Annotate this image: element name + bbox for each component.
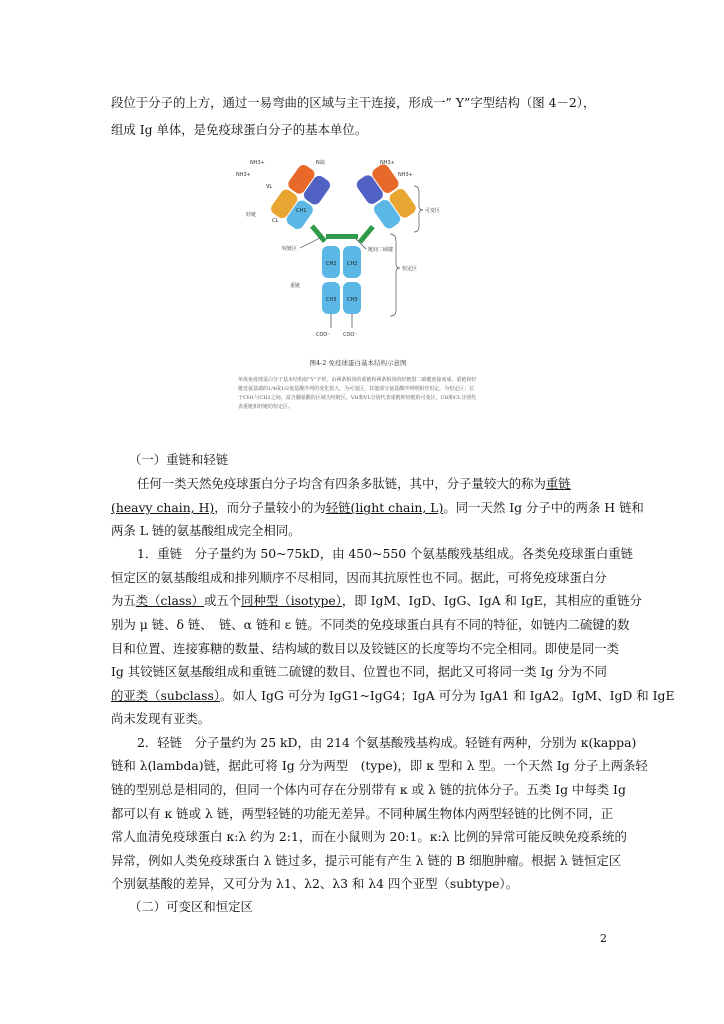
vh-label: VH [284,172,292,178]
figure-caption: 图4-2 免疫球蛋白基本结构示意图 [309,359,407,367]
paragraph-line: 常人血清免疫球蛋白 κ:λ 约为 2:1，而在小鼠则为 20:1。κ:λ 比例的异常可能反映免疫系统的 [111,829,627,844]
term-subclass: 的亚类（subclass） [111,688,221,703]
left-fab-arm [269,163,333,232]
disulfide-bond-left [310,224,327,243]
section-heading: （二）可变区和恒定区 [129,899,253,914]
constant-region-label: 恒定区 [402,266,418,272]
text-span: 或五个 [203,593,242,608]
heavy-chain-label: 重链 [290,283,301,289]
text-span: ，而分子量较小的为 [214,500,326,515]
section-heading: （一）重链和轻链 [129,452,229,467]
ch2-label-right: CH2 [347,261,358,267]
light-chain-label: 轻链 [246,212,257,218]
antibody-diagram [228,150,484,360]
nh3-right-label: NH3+ [380,160,395,166]
term-light-chain: 轻链(light chain, L) [325,500,444,515]
figure-note: 单体免疫球蛋白分子基本结构似“Y”字形，由两条相同的重链和两条相同的轻链借二硫键连接而成。重链和轻链近氨基端的1/4或1/2氨基酸序列的变化很大，为可变区，其他部分氨基酸序列则相对恒定，为恒定区；位于CH1与CH2之间、富含脯氨酸的区域为铰链区。VH和VL分别代表重链和轻链的可变区，CH和CL分别代表重链和轻链的恒定区。 [238,377,477,410]
ch3-label-right: CH3 [347,297,358,303]
antibody-structure-figure [228,150,484,442]
ch1-label: CH1 [296,208,307,214]
text-span: 为五 [111,593,136,608]
coo-left-label: COO⁻ [316,332,331,338]
paragraph-line: 段位于分子的上方，通过一易弯曲的区域与主干连接，形成一” Y”字型结构（图 4－2）， [111,95,596,110]
paragraph-line: 都可以有 κ 链或 λ 链，两型轻链的功能无差异。不同种属生物体内两型轻链的比例不同，正 [111,806,614,821]
paragraph-line: 目和位置、连接寡糖的数量、结构域的数目以及铰链区的长度等均不完全相同。即使是同一类 [111,641,620,656]
disulfide-bond-right [358,225,375,244]
cl-label: CL [272,218,279,224]
nh3-right2-label: NH3+ [398,172,413,178]
ch3-label: CH3 [326,297,337,303]
hinge-pointer [300,238,320,248]
paragraph-line: 链的型别总是相同的，但同一个体内可存在分别带有 κ 或 λ 链的抗体分子。五类 Ig 中每类 Ig [111,782,626,797]
term-isotype: 同种型（isotype） [241,593,342,608]
paragraph-line: 异常，例如人类免疫球蛋白 λ 链过多，提示可能有产生 λ 链的 B 细胞肿瘤。根据 λ 链恒定区 [111,853,622,868]
paragraph-line [111,589,642,612]
hinge-label: 铰链区 [282,246,298,252]
paragraph-line: 1．重链 分子量约为 50~75kD，由 450~550 个氨基酸残基组成。各类免疫球蛋白重链 [137,546,634,561]
paragraph-line [111,684,675,707]
vl-label: VL [266,184,273,190]
paragraph-line: 组成 Ig 单体，是免疫球蛋白分子的基本单位。 [111,122,368,137]
paragraph-line [111,496,644,519]
text-span: 。如人 IgG 可分为 IgG1~IgG4；IgA 可分为 IgA1 和 IgA2。IgM、IgD 和 IgE [220,688,675,703]
nh3-left2-label: NH3+ [236,172,251,178]
variable-region-label: 可变区 [425,208,441,214]
paragraph-line: 别为 μ 链、δ 链、 链、α 链和 ε 链。不同类的免疫球蛋白具有不同的特征，如链内二硫键的数 [111,617,630,632]
nh3-left-label: NH3+ [250,160,265,166]
page-number: 2 [600,932,607,945]
paragraph-line: 2．轻链 分子量约为 25 kD，由 214 个氨基酸残基构成。轻链有两种，分别为 κ(kappa) [137,735,637,750]
coo-right-label: COO⁻ [343,332,358,338]
ch2-label: CH2 [326,261,337,267]
text-span: 任何一类天然免疫球蛋白分子均含有四条多肽链，其中，分子量较大的称为 [137,476,546,491]
paragraph-line: 恒定区的氨基酸组成和排列顺序不尽相同，因而其抗原性也不同。据此，可将免疫球蛋白分 [111,570,607,585]
paragraph-line: 个别氨基酸的差异，又可分为 λ1、λ2、λ3 和 λ4 四个亚型（subtype）。 [111,876,518,891]
paragraph-line: Ig 其铰链区氨基酸组成和重链二硫键的数目、位置也不同，据此又可将同一类 Ig 分为不同 [111,664,607,679]
n-term-label: N端 [316,160,325,166]
paragraph-line [137,472,642,495]
text-span: 。同一天然 Ig 分子中的两条 H 链和 [443,500,644,515]
term-heavy-chain: 重链 [545,476,571,491]
paragraph-line: 尚未发现有亚类。 [111,711,211,726]
text-span: ，即 IgM、IgD、IgG、IgA 和 IgE，其相应的重链分 [341,593,642,608]
disulfide-bond [326,234,358,239]
disulfide-label: 链间二硫键 [368,247,394,253]
paragraph-line: 链和 λ(lambda)链，据此可将 Ig 分为两型 (type)，即 κ 型和 λ 型。一个天然 Ig 分子上两条轻 [111,758,648,773]
paragraph-line: 两条 L 链的氨基酸组成完全相同。 [111,523,301,538]
term-class: 类（class） [135,593,204,608]
term-heavy-chain-en: (heavy chain, H) [111,500,215,515]
